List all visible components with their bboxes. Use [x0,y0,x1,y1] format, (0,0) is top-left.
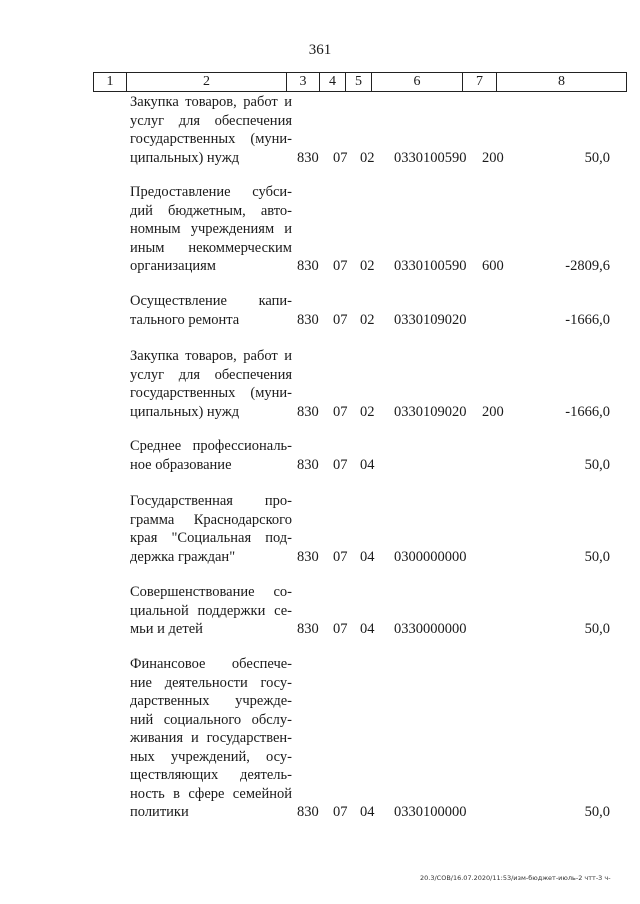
subsection-code: 04 [360,804,375,820]
description-line: организациям [130,258,216,274]
description-line: ние деятельности госу- [130,674,292,691]
column-header-3: 3 [287,73,320,92]
document-footer: 20.3/СОВ/16.07.2020/11:53/изм-бюджет-июль-2 чтт-3 ч- [420,874,611,882]
page-number: 361 [308,42,332,58]
description-line: Закупка товаров, работ и [130,348,292,364]
target-article-code: 0330109020 [394,311,467,328]
description-line: Среднее профессиональ- [130,438,292,454]
description-line: ное образование [130,456,232,473]
section-code: 07 [333,456,348,473]
target-article-code: 0330100590 [394,258,467,274]
column-header-6: 6 [372,73,463,92]
amount: 50,0 [584,804,610,820]
row-description [130,292,292,329]
target-article-code: 0330000000 [394,621,467,637]
section-code: 07 [333,149,348,166]
target-article-code: 0330100590 [394,149,467,166]
column-header-1: 1 [94,73,127,92]
chapter-code: 830 [297,311,319,328]
subsection-code: 04 [360,548,375,565]
description-line: держка граждан" [130,548,236,565]
amount: -2809,6 [565,258,610,274]
description-line: дий бюджетным, авто- [130,202,292,219]
section-code: 07 [333,804,348,820]
subsection-code: 04 [360,456,375,473]
row-description [130,347,292,421]
column-header-8: 8 [497,73,627,92]
chapter-code: 830 [297,548,319,565]
description-line: живания и государствен- [130,730,292,746]
subsection-code: 04 [360,621,375,637]
chapter-code: 830 [297,258,319,274]
description-line: услуг для обеспечения [130,112,292,129]
section-code: 07 [333,621,348,637]
subsection-code: 02 [360,258,375,274]
column-header-2: 2 [127,73,287,92]
description-line: ний социального обслу- [130,711,292,728]
chapter-code: 830 [297,456,319,473]
description-line: Государственная про- [130,493,292,509]
column-header-7: 7 [463,73,497,92]
chapter-code: 830 [297,149,319,166]
row-description [130,655,292,822]
amount: 50,0 [584,548,610,565]
description-line: иным некоммерческим [130,239,292,256]
description-line: Предоставление субси- [130,184,292,200]
description-line: государственных (муни- [130,131,292,147]
description-line: грамма Краснодарского [130,511,292,528]
amount: -1666,0 [565,311,610,328]
section-code: 07 [333,548,348,565]
description-line: политики [130,804,189,820]
description-line: услуг для обеспечения [130,366,292,383]
description-line: Закупка товаров, работ и [130,94,292,110]
amount: -1666,0 [565,403,610,420]
subsection-code: 02 [360,311,375,328]
description-line: Совершенствование со- [130,584,292,600]
row-description [130,492,292,566]
description-line: дарственных учрежде- [130,693,292,709]
section-code: 07 [333,403,348,420]
description-line: мьи и детей [130,621,203,637]
expense-type-code: 200 [482,149,504,166]
amount: 50,0 [584,456,610,473]
section-code: 07 [333,311,348,328]
subsection-code: 02 [360,403,375,420]
column-header-table [93,72,627,92]
section-code: 07 [333,258,348,274]
expense-type-code: 200 [482,403,504,420]
target-article-code: 0330109020 [394,403,467,420]
chapter-code: 830 [297,804,319,820]
amount: 50,0 [584,621,610,637]
description-line: ществляющих деятель- [130,767,292,783]
description-line: Финансовое обеспече- [130,656,292,672]
row-description [130,437,292,474]
target-article-code: 0330100000 [394,804,467,820]
description-line: государственных (муни- [130,385,292,401]
column-header-4: 4 [320,73,346,92]
description-line: тального ремонта [130,311,240,328]
description-line: ных учреждений, осу- [130,748,292,765]
target-article-code: 0300000000 [394,548,467,565]
expense-type-code: 600 [482,258,504,274]
column-header-5: 5 [346,73,372,92]
subsection-code: 02 [360,149,375,166]
chapter-code: 830 [297,621,319,637]
description-line: ципальных) нужд [130,149,240,166]
description-line: ность в сфере семейной [130,785,292,802]
row-description [130,183,292,276]
description-line: края "Социальная под- [130,530,292,546]
amount: 50,0 [584,149,610,166]
row-description [130,583,292,639]
chapter-code: 830 [297,403,319,420]
description-line: номным учреждениям и [130,221,292,237]
description-line: циальной поддержки се- [130,602,292,619]
column-header-row [94,73,627,92]
description-line: Осуществление капи- [130,293,292,309]
description-line: ципальных) нужд [130,403,240,420]
row-description [130,93,292,167]
